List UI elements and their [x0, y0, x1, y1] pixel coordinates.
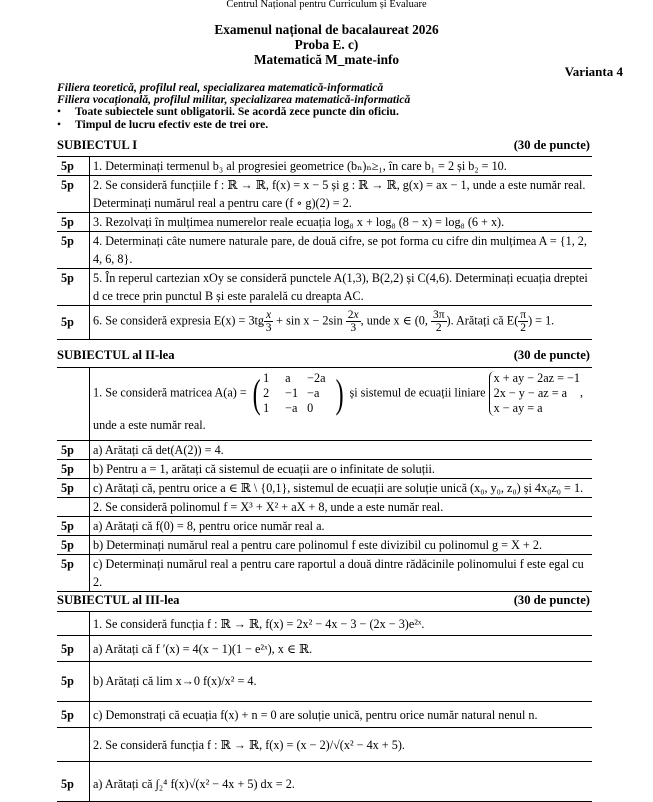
- expr-e: 6. Se consideră expresia E(x) = 3tg $\frac{x}{3}$ + sin x − 2sin $\frac{2x}{3}$ , unde x ∈ (0, $\frac{3\pi}{2}$ ). Arătați că E( $\frac{\pi}{2}$ ) = 1.: [90, 306, 593, 340]
- s2-row: 5p a) Arătați că det(A(2)) = 4.: [57, 441, 592, 460]
- s2-row: 5p a) Arătați că f(0) = 8, pentru orice număr real a.: [57, 517, 592, 536]
- filiera-1: Filiera teoretică, profilul real, specializarea matematică-informatică: [57, 81, 384, 94]
- title-block: [0, 22, 653, 67]
- s3-row: 2. Se consideră funcția f : ℝ → ℝ, f(x) = (x − 2)/√(x² − 4x + 5).: [57, 728, 592, 762]
- s3-row: 1. Se consideră funcția f : ℝ → ℝ, f(x) = 2x² − 4x − 3 − (2x − 3)e²ˣ.: [57, 612, 592, 636]
- s2-intro-row: 1. Se consideră matricea A(a) = ( 1 a −2a 2 −1 −a 1 −a 0 ) și sistemul de ecuații liniare x + ay − 2az = −1 2x − y − az = a x − ay = a , unde a este număr real.: [57, 368, 592, 441]
- s1-row: 5p 2. Se consideră funcțiile f : ℝ → ℝ, f(x) = x − 5 și g : ℝ → ℝ, g(x) = ax − 1, unde a este număr real. Determinați numărul real a pentru care (f ∘ g)(2) = 2.: [57, 176, 592, 213]
- s1-row: 5p 1. Determinați termenul b₃ al progresiei geometrice (bₙ)ₙ≥₁, în care b₁ = 2 și b₂ = 10.: [57, 157, 592, 176]
- filiera-2: Filiera vocațională, profilul militar, specializarea matematică-informatică: [57, 93, 411, 107]
- s3-row: 5p a) Arătați că f ′(x) = 4(x − 1)(1 − e²ˣ), x ∈ ℝ.: [57, 636, 592, 662]
- info-block: [57, 82, 410, 131]
- s2-row: 5p b) Pentru a = 1, arătați că sistemul de ecuații are o infinitate de soluții.: [57, 460, 592, 479]
- section-1-header: SUBIECTUL I (30 de puncte): [57, 138, 590, 152]
- proba: Proba E. c): [294, 37, 359, 52]
- s1-row: 5p 6. Se consideră expresia E(x) = 3tg $\frac{x}{3}$ + sin x − 2sin $\frac{2x}{3}$ , unde x ∈ (0, $\frac{3\pi}{2}$ ). Arătați că E( $\frac{\pi}{2}$ ) = 1.: [57, 306, 592, 340]
- subject-title: Matematică M_mate-info: [253, 52, 400, 67]
- s3-row: 5p b) Arătați că lim x→0 f(x)/x² = 4.: [57, 662, 592, 702]
- section-1-table: [57, 156, 592, 340]
- section-3-header: SUBIECTUL al III-lea (30 de puncte): [57, 593, 590, 607]
- s1-row: 5p 4. Determinați câte numere naturale pare, de două cifre, se pot forma cu cifre din mulțimea A = {1, 2, 4, 6, 8}.: [57, 232, 592, 269]
- exam-title: Examenul național de bacalaureat 2026: [214, 22, 439, 37]
- s2-row: 2. Se consideră polinomul f = X³ + X² + aX + 8, unde a este număr real.: [57, 498, 592, 517]
- section-2-table: [57, 367, 592, 592]
- equation-system: x + ay − 2az = −1 2x − y − az = a x − ay = a: [489, 371, 580, 416]
- rule-1: • Toate subiectele sunt obligatorii. Se acordă zece puncte din oficiu.: [57, 105, 399, 119]
- s1-row: 5p 5. În reperul cartezian xOy se consideră punctele A(1,3), B(2,2) și C(4,6). Determinați ecuația dreptei d ce trece prin punctul B și este paralelă cu dreapta AC.: [57, 269, 592, 306]
- page-header: Centrul Național pentru Curriculum și Evaluare: [226, 0, 427, 10]
- s2-row: 5p c) Determinați numărul real a pentru care raportul a două dintre rădăcinile polinomului f este egal cu 2.: [57, 555, 592, 592]
- section-3-table: [57, 611, 592, 802]
- matrix-a: ( 1 a −2a 2 −1 −a 1 −a 0 ): [252, 370, 344, 416]
- varianta: Varianta 4: [564, 64, 623, 79]
- section-2-header: SUBIECTUL al II-lea (30 de puncte): [57, 348, 590, 362]
- s1-row: 5p 3. Rezolvați în mulțimea numerelor reale ecuația log₈ x + log₈ (8 − x) = log₈ (6 + x).: [57, 213, 592, 232]
- s2-row: 5p b) Determinați numărul real a pentru care polinomul f este divizibil cu polinomul g = X + 2.: [57, 536, 592, 555]
- s3-row: 5p c) Demonstrați că ecuația f(x) + n = 0 are soluție unică, pentru orice număr natural nenul n.: [57, 702, 592, 728]
- rule-2: • Timpul de lucru efectiv este de trei ore.: [57, 117, 269, 131]
- s2-row: 5p c) Arătați că, pentru orice a ∈ ℝ \ {0,1}, sistemul de ecuații are soluție unică (x₀, y₀, z₀) și 4x₀z₀ = 1.: [57, 479, 592, 498]
- s3-row: 5p a) Arătați că ∫₂⁴ f(x)√(x² − 4x + 5) dx = 2.: [57, 762, 592, 802]
